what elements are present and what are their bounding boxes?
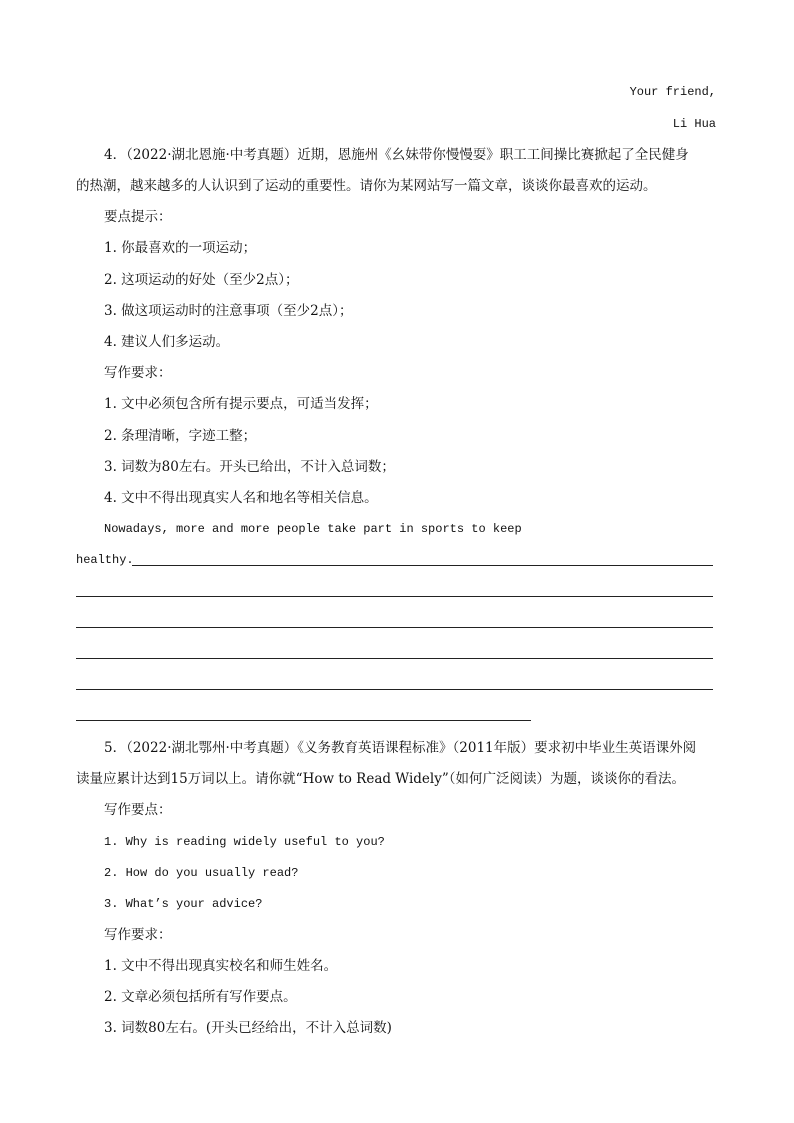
- q5-requirements-title: 写作要求：: [104, 927, 172, 943]
- q5-requirement-2: 2. 文章必须包括所有写作要点。: [104, 989, 297, 1005]
- q5-point-2: 2. How do you usually read?: [104, 866, 299, 880]
- q5-prompt-line-1: 5．（2022·湖北鄂州·中考真题）《义务教育英语课程标准》（2011年版）要求初中毕业生英语课外阅: [104, 740, 697, 756]
- q4-opening-line-1: Nowadays, more and more people take part in sports to keep: [104, 522, 522, 536]
- answer-line[interactable]: [76, 720, 531, 721]
- q4-prompt-line-2: 的热潮，越来越多的人认识到了运动的重要性。请你为某网站写一篇文章，谈谈你最喜欢的运动。: [76, 178, 657, 194]
- q5-requirement-1: 1. 文中不得出现真实校名和师生姓名。: [104, 958, 338, 974]
- q5-points-title: 写作要点：: [104, 802, 172, 818]
- q4-hint-4: 4. 建议人们多运动。: [104, 334, 230, 350]
- q5-requirement-3: 3. 词数80左右。(开头已经给出，不计入总词数): [104, 1020, 392, 1036]
- answer-line[interactable]: [76, 596, 713, 597]
- q5-point-1: 1. Why is reading widely useful to you?: [104, 835, 385, 849]
- q5-point-3: 3. What’s your advice?: [104, 897, 263, 911]
- q5-prompt-line-2: 读量应累计达到15万词以上。请你就“How to Read Widely”（如何广泛阅读）为题，谈谈你的看法。: [76, 771, 685, 787]
- letter-sign-off: Your friend,: [629, 85, 716, 99]
- q4-requirement-4: 4. 文中不得出现真实人名和地名等相关信息。: [104, 490, 378, 506]
- answer-line[interactable]: [76, 658, 713, 659]
- q4-requirement-3: 3. 词数为80左右。开头已给出，不计入总词数；: [104, 459, 395, 475]
- q4-opening-line-2: healthy.: [76, 553, 134, 567]
- q4-hint-3: 3. 做这项运动时的注意事项（至少2点）；: [104, 303, 353, 319]
- q4-requirement-2: 2. 条理清晰，字迹工整；: [104, 428, 257, 444]
- q4-hints-title: 要点提示：: [104, 209, 172, 225]
- answer-line[interactable]: [132, 565, 713, 566]
- answer-line[interactable]: [76, 689, 713, 690]
- q4-requirements-title: 写作要求：: [104, 365, 172, 381]
- q4-prompt-line-1: 4．（2022·湖北恩施·中考真题）近期，恩施州《幺妹带你慢慢耍》职工工间操比赛掀起了全民健身: [104, 147, 689, 163]
- answer-line[interactable]: [76, 627, 713, 628]
- q4-hint-2: 2. 这项运动的好处（至少2点）；: [104, 272, 299, 288]
- q4-hint-1: 1. 你最喜欢的一项运动；: [104, 240, 257, 256]
- q4-requirement-1: 1. 文中必须包含所有提示要点，可适当发挥；: [104, 396, 378, 412]
- letter-signature-name: Li Hua: [672, 117, 716, 131]
